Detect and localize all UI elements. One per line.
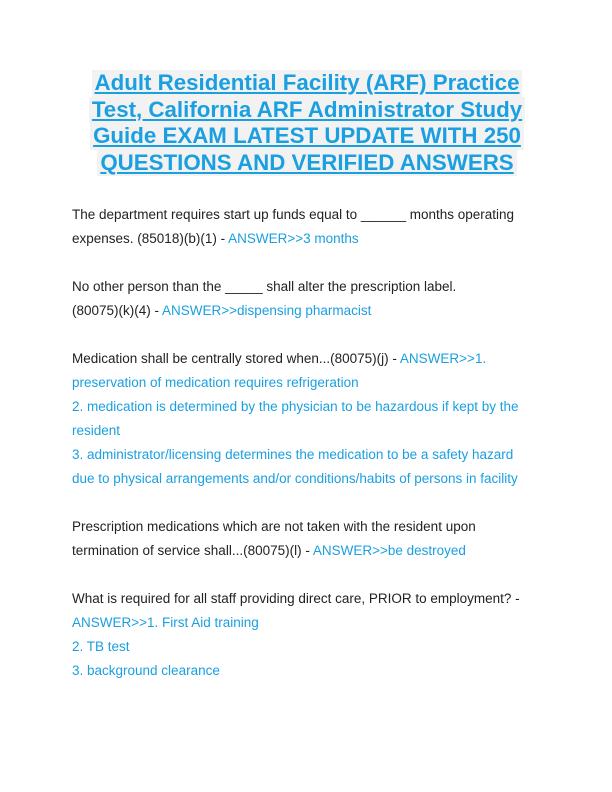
qa-item-3 (72, 347, 542, 491)
title-line-2: Test, California ARF Administrator Study (89, 97, 525, 124)
answer-line: 2. medication is determined by the physician to be hazardous if kept by the (72, 399, 519, 414)
qa-item-5 (72, 587, 542, 683)
question-line (72, 227, 542, 251)
answer-text: ANSWER>>be destroyed (312, 543, 466, 558)
question-line: Prescription medications which are not taken with the resident upon (72, 519, 476, 534)
question-text: expenses. (85018)(b)(1) - (72, 231, 229, 246)
answer-text: ANSWER>>3 months (228, 231, 359, 246)
question-text: termination of service shall...(80075)(l) - (72, 543, 313, 558)
answer-line: ANSWER>>1. First Aid training (72, 615, 259, 630)
document-title (72, 70, 542, 176)
question-line (72, 539, 542, 563)
question-line: The department requires start up funds equal to ______ months operating (72, 207, 515, 222)
qa-item-1 (72, 203, 542, 251)
answer-line: due to physical arrangements and/or conditions/habits of persons in facility (72, 471, 518, 486)
answer-line: resident (72, 423, 121, 438)
question-line: What is required for all staff providing direct care, PRIOR to employment? - (72, 591, 520, 606)
question-line: No other person than the _____ shall alter the prescription label. (72, 279, 457, 294)
title-line-3: Guide EXAM LATEST UPDATE WITH 250 (90, 123, 524, 150)
title-line-4: QUESTIONS AND VERIFIED ANSWERS (97, 150, 516, 177)
question-text: Medication shall be centrally stored when...(80075)(j) - (72, 351, 400, 366)
answer-text: ANSWER>>dispensing pharmacist (162, 303, 372, 318)
question-text: (80075)(k)(4) - (72, 303, 163, 318)
answer-line: 2. TB test (72, 639, 130, 654)
qa-list (72, 203, 542, 707)
qa-item-4 (72, 515, 542, 563)
answer-text: ANSWER>>1. (399, 351, 487, 366)
answer-line: 3. background clearance (72, 663, 220, 678)
title-line-1: Adult Residential Facility (ARF) Practice (92, 70, 523, 97)
answer-line: 3. administrator/licensing determines the medication to be a safety hazard (72, 447, 514, 462)
answer-line: preservation of medication requires refrigeration (72, 375, 359, 390)
question-line (72, 347, 542, 371)
qa-item-2 (72, 275, 542, 323)
question-line (72, 299, 542, 323)
